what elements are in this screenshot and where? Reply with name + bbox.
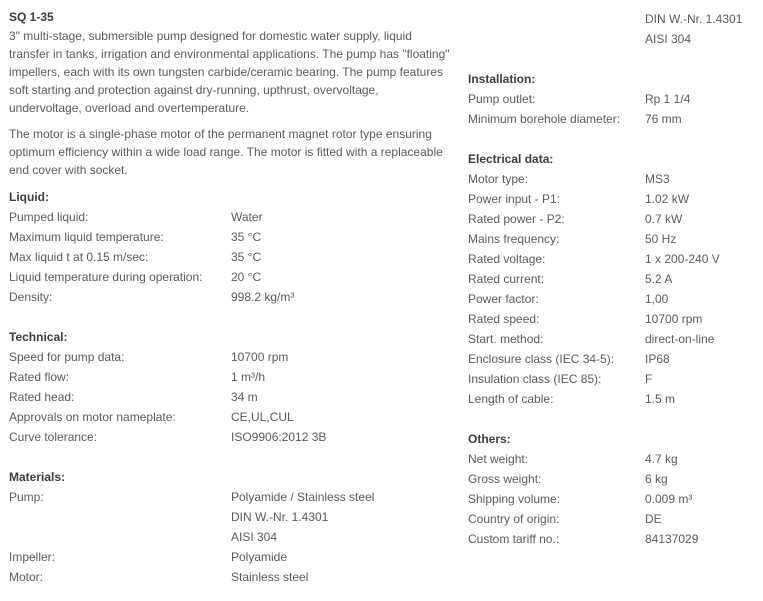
spec-value: 76 mm (645, 112, 682, 126)
spec-value: 35 °C (231, 230, 262, 244)
spec-row (9, 227, 454, 247)
spec-label: Curve tolerance: (9, 430, 98, 444)
spec-row (9, 427, 454, 447)
spec-value: 50 Hz (645, 232, 677, 246)
spec-row (9, 367, 454, 387)
spec-row (468, 349, 758, 369)
spec-row (9, 487, 454, 507)
spec-row (468, 89, 758, 109)
spec-label: Pumped liquid: (9, 210, 89, 224)
spec-value: CE,UL,CUL (231, 410, 294, 424)
spec-value: AISI 304 (231, 530, 278, 544)
spec-label: Pump: (9, 490, 44, 504)
spec-label: Density: (9, 290, 53, 304)
spec-row (468, 369, 758, 389)
section-heading-technical: Technical: (9, 330, 68, 344)
spec-label: Motor type: (468, 172, 529, 186)
motor-material-continued (468, 9, 758, 49)
spec-row (468, 249, 758, 269)
spec-row (468, 329, 758, 349)
spec-value: 10700 rpm (231, 350, 289, 364)
description-paragraph: 3" multi-stage, submersible pump designed for domestic water supply, liquid transfer in tanks, irrigation and environmental applications. The pump has "floating" impellers, each with its own tungsten carbide/ceramic bearing. The pump features soft starting and protection against dry-running, upthrust, overvoltage, undervoltage, overload and overtemperature. (9, 29, 450, 115)
spec-value: Polyamide / Stainless steel (231, 490, 375, 504)
product-title: SQ 1-35 (9, 10, 54, 24)
spec-label: Liquid temperature during operation: (9, 270, 203, 284)
spec-label: Shipping volume: (468, 492, 561, 506)
spec-value: 0.009 m³ (645, 492, 693, 506)
spec-label: Rated flow: (9, 370, 70, 384)
spec-row (9, 387, 454, 407)
spec-label: Max liquid t at 0.15 m/sec: (9, 250, 149, 264)
spec-value: 34 m (231, 390, 258, 404)
spec-value: Water (231, 210, 263, 224)
spec-value: DIN W.-Nr. 1.4301 (231, 510, 329, 524)
spec-row (468, 269, 758, 289)
spec-label: Maximum liquid temperature: (9, 230, 164, 244)
spec-label: Mains frequency: (468, 232, 560, 246)
section-heading-liquid: Liquid: (9, 190, 49, 204)
section-heading-installation: Installation: (468, 72, 536, 86)
installation-table (468, 89, 758, 129)
spec-label: Net weight: (468, 452, 529, 466)
spec-row (468, 209, 758, 229)
spec-label: Rated head: (9, 390, 75, 404)
spec-value: 0.7 kW (645, 212, 683, 226)
spec-label: Rated speed: (468, 312, 540, 326)
spec-row (9, 567, 454, 587)
spec-value: AISI 304 (645, 32, 692, 46)
spec-label: Speed for pump data: (9, 350, 125, 364)
spec-label: Approvals on motor nameplate: (9, 410, 176, 424)
spec-label: Country of origin: (468, 512, 560, 526)
spec-row (468, 469, 758, 489)
right-column (468, 0, 758, 549)
spec-label: Gross weight: (468, 472, 542, 486)
electrical-table (468, 169, 758, 409)
spec-value: 4.7 kg (645, 452, 678, 466)
spec-label: Minimum borehole diameter: (468, 112, 621, 126)
technical-table (9, 347, 454, 447)
spec-label: Rated voltage: (468, 252, 546, 266)
spec-label: Rated current: (468, 272, 545, 286)
description-paragraph: The motor is a single-phase motor of the permanent magnet rotor type ensuring optimum efficiency within a wide load range. The motor is fitted with a replaceable end cover with socket. (9, 127, 443, 177)
spec-label: Rated power - P2: (468, 212, 565, 226)
spec-value: DIN W.-Nr. 1.4301 (645, 12, 743, 26)
spec-row (9, 547, 454, 567)
section-heading-materials: Materials: (9, 470, 66, 484)
spec-value: MS3 (645, 172, 670, 186)
spec-row (468, 449, 758, 469)
spec-value: F (645, 372, 653, 386)
spec-value: Stainless steel (231, 570, 309, 584)
spec-row (9, 247, 454, 267)
spec-label: Motor: (9, 570, 44, 584)
spec-row (468, 529, 758, 549)
spec-row (468, 9, 758, 29)
spec-row (9, 407, 454, 427)
left-column (9, 0, 454, 587)
spec-label: Enclosure class (IEC 34-5): (468, 352, 615, 366)
spec-row (468, 229, 758, 249)
spec-value: 5.2 A (645, 272, 673, 286)
section-heading-electrical: Electrical data: (468, 152, 554, 166)
spec-value: 35 °C (231, 250, 262, 264)
spec-value: DE (645, 512, 662, 526)
spec-value: 20 °C (231, 270, 262, 284)
section-heading-others: Others: (468, 432, 511, 446)
spec-label: Impeller: (9, 550, 56, 564)
spec-row (468, 389, 758, 409)
spec-row (468, 309, 758, 329)
spec-row (9, 267, 454, 287)
spec-value: 1 x 200-240 V (645, 252, 720, 266)
spec-row (9, 287, 454, 307)
spec-value: Rp 1 1/4 (645, 92, 691, 106)
spec-value: 1.02 kW (645, 192, 690, 206)
liquid-table (9, 207, 454, 307)
spec-row (468, 169, 758, 189)
spec-row (468, 489, 758, 509)
spec-value: 6 kg (645, 472, 668, 486)
spec-label: Start. method: (468, 332, 544, 346)
spec-value: 1.5 m (645, 392, 676, 406)
spec-row (468, 189, 758, 209)
spec-row (9, 527, 454, 547)
spec-value: 998.2 kg/m³ (231, 290, 295, 304)
spec-label: Custom tariff no.: (468, 532, 560, 546)
spec-value: ISO9906:2012 3B (231, 430, 327, 444)
spec-row (9, 507, 454, 527)
spec-value: Polyamide (231, 550, 288, 564)
others-table (468, 449, 758, 549)
spec-value: IP68 (645, 352, 670, 366)
spec-value: direct-on-line (645, 332, 715, 346)
spec-label: Pump outlet: (468, 92, 536, 106)
spec-row (9, 207, 454, 227)
spec-value: 1 m³/h (231, 370, 266, 384)
spec-value: 1,00 (645, 292, 669, 306)
spec-label: Length of cable: (468, 392, 554, 406)
spec-row (9, 347, 454, 367)
spec-label: Power factor: (468, 292, 539, 306)
spec-value: 10700 rpm (645, 312, 703, 326)
spec-row (468, 109, 758, 129)
spec-row (468, 289, 758, 309)
spec-label: Insulation class (IEC 85): (468, 372, 602, 386)
spec-label: Power input - P1: (468, 192, 561, 206)
materials-table (9, 487, 454, 587)
spec-row (468, 509, 758, 529)
spec-value: 84137029 (645, 532, 699, 546)
spec-row (468, 29, 758, 49)
